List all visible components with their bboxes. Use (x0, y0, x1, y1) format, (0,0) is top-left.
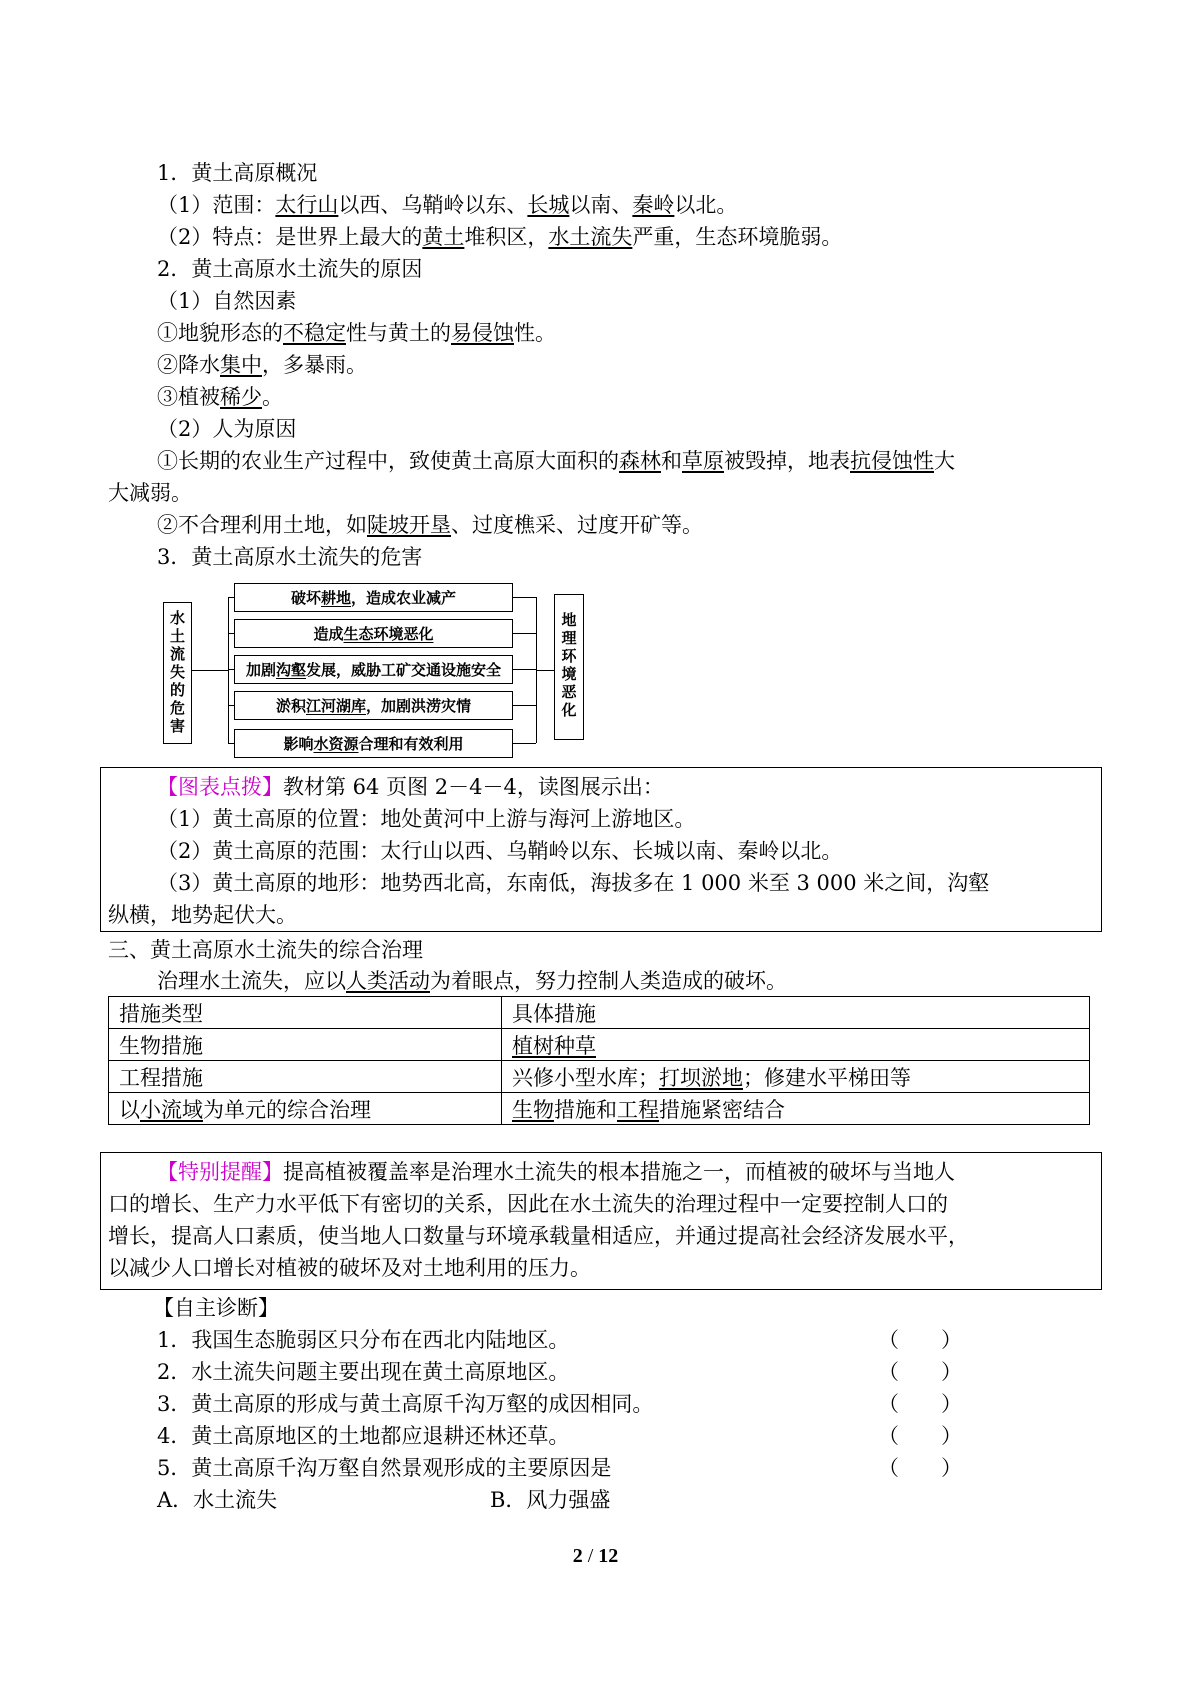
blank-taihang: 太行山 (275, 193, 339, 217)
chart-tip-line-2: （2）黄土高原的范围：太行山以西、乌鞘岭以东、长城以南、秦岭以北。 (157, 839, 843, 863)
blank-qinling: 秦岭 (632, 193, 675, 217)
answer-blank: （ ） (878, 1424, 962, 1448)
connector-line (536, 670, 554, 671)
part-3-title: 三、黄土高原水土流失的综合治理 (108, 938, 423, 962)
table-row (109, 1029, 1090, 1061)
blank-concentrated: 集中 (220, 353, 262, 377)
part-3-intro: 治理水土流失，应以人类活动为着眼点，努力控制人类造成的破坏。 (157, 969, 787, 993)
natural-item-3: ③植被稀少。 (157, 385, 283, 409)
connector-line (513, 705, 536, 706)
table-cell: 工程措施 (109, 1061, 502, 1093)
connector-line (228, 597, 229, 743)
section-1-title: 1．黄土高原概况 (157, 161, 318, 185)
table-cell: 以小流域为单元的综合治理 (109, 1093, 502, 1125)
question-4: 4．黄土高原地区的土地都应退耕还林还草。 (157, 1424, 570, 1448)
harm-right-label: 地 理 环 境 恶 化 (554, 594, 584, 740)
reminder-line-3: 增长，提高人口素质，使当地人口数量与环境承载量相适应，并通过提高社会经济发展水平， (108, 1224, 969, 1248)
range-line (157, 190, 737, 220)
table-cell: 植树种草 (502, 1029, 1090, 1061)
table-row (109, 1061, 1090, 1093)
blank-erosion-resistance: 抗侵蚀性 (850, 449, 934, 473)
table-cell: 生物措施 (109, 1029, 502, 1061)
harm-item-farmland: 破坏耕地，造成农业减产 (234, 583, 513, 612)
connector-line (513, 597, 536, 598)
range-label: （1）范围： (157, 193, 276, 217)
blank-grassland: 草原 (682, 449, 724, 473)
table-cell: 兴修小型水库；打坝淤地；修建水平梯田等 (502, 1061, 1090, 1093)
reminder-line-4: 以减少人口增长对植被的破坏及对土地利用的压力。 (108, 1256, 591, 1280)
measures-table (108, 996, 1090, 1125)
human-item-1: ①长期的农业生产过程中，致使黄土高原大面积的森林和草原被毁掉，地表抗侵蚀性大 (157, 449, 955, 473)
page-number: 2 / 12 (572, 1545, 619, 1567)
connector-line (513, 633, 536, 634)
option-b: B．风力强盛 (490, 1488, 611, 1512)
option-a: A．水土流失 (157, 1488, 278, 1512)
blank-loess: 黄土 (422, 225, 465, 249)
answer-blank: （ ） (878, 1392, 962, 1416)
question-2: 2．水土流失问题主要出现在黄土高原地区。 (157, 1360, 570, 1384)
answer-blank: （ ） (878, 1328, 962, 1352)
table-cell: 生物措施和工程措施紧密结合 (502, 1093, 1090, 1125)
connector-line (513, 743, 536, 744)
table-header-row (109, 997, 1090, 1029)
harm-item-siltation: 淤积江河湖库，加剧洪涝灾情 (234, 691, 513, 720)
range-text: 以北。 (674, 193, 738, 217)
range-text: 以南、 (569, 193, 633, 217)
section-3-title: 3．黄土高原水土流失的危害 (157, 545, 423, 569)
blank-forest: 森林 (619, 449, 661, 473)
question-3: 3．黄土高原的形成与黄土高原千沟万壑的成因相同。 (157, 1392, 654, 1416)
blank-steep-slope: 陡坡开垦 (367, 513, 451, 537)
natural-item-2: ②降水集中，多暴雨。 (157, 353, 367, 377)
harm-item-gully: 加剧沟壑发展，威胁工矿交通设施安全 (234, 655, 513, 684)
feature-line (157, 222, 842, 252)
section-2-title: 2．黄土高原水土流失的原因 (157, 257, 423, 281)
harm-item-water: 影响水资源合理和有效利用 (234, 729, 513, 758)
blank-human-activity: 人类活动 (346, 969, 430, 993)
table-row (109, 1093, 1090, 1125)
harm-item-ecology: 造成生态环境恶化 (234, 619, 513, 648)
reminder-tag: 【特别提醒】 (157, 1160, 283, 1184)
human-item-2: ②不合理利用土地，如陡坡开垦、过度樵采、过度开矿等。 (157, 513, 703, 537)
question-1: 1．我国生态脆弱区只分布在西北内陆地区。 (157, 1328, 570, 1352)
blank-soil-erosion: 水土流失 (548, 225, 633, 249)
self-diagnosis-title: 【自主诊断】 (153, 1296, 279, 1320)
table-header: 措施类型 (109, 997, 502, 1029)
connector-line (192, 670, 228, 671)
answer-blank: （ ） (878, 1360, 962, 1384)
human-item-1-cont: 大减弱。 (108, 481, 192, 505)
answer-blank: （ ） (878, 1456, 962, 1480)
chart-tip-line-1: （1）黄土高原的位置：地处黄河中上游与海河上游地区。 (157, 807, 696, 831)
blank-unstable: 不稳定 (283, 321, 346, 345)
harm-left-label: 水 土 流 失 的 危 害 (163, 602, 192, 744)
chart-tip-line-3: （3）黄土高原的地形：地势西北高，东南低，海拔多在 1 000 米至 3 000 米之间，沟壑 (157, 871, 990, 895)
feature-text: 堆积区， (464, 225, 549, 249)
feature-text: 严重，生态环境脆弱。 (632, 225, 843, 249)
reminder-line-1: 【特别提醒】提高植被覆盖率是治理水土流失的根本措施之一，而植被的破坏与当地人 (157, 1160, 955, 1184)
blank-sparse: 稀少 (220, 385, 262, 409)
blank-erodible: 易侵蚀 (451, 321, 514, 345)
feature-label: （2）特点：是世界上最大的 (157, 225, 423, 249)
chart-tip-tag: 【图表点拨】 (157, 775, 283, 799)
natural-item-1: ①地貌形态的不稳定性与黄土的易侵蚀性。 (157, 321, 556, 345)
question-5: 5．黄土高原千沟万壑自然景观形成的主要原因是 (157, 1456, 612, 1480)
table-header: 具体措施 (502, 997, 1090, 1029)
chart-tip-intro: 【图表点拨】教材第 64 页图 2－4－4，读图展示出： (157, 775, 664, 799)
connector-line (513, 669, 536, 670)
reminder-line-2: 口的增长、生产力水平低下有密切的关系，因此在水土流失的治理过程中一定要控制人口的 (108, 1192, 948, 1216)
range-text: 以西、乌鞘岭以东、 (338, 193, 528, 217)
chart-tip-line-3-cont: 纵横，地势起伏大。 (108, 903, 297, 927)
natural-factors-heading: （1）自然因素 (157, 289, 297, 313)
human-factors-heading: （2）人为原因 (157, 417, 297, 441)
blank-great-wall: 长城 (527, 193, 570, 217)
